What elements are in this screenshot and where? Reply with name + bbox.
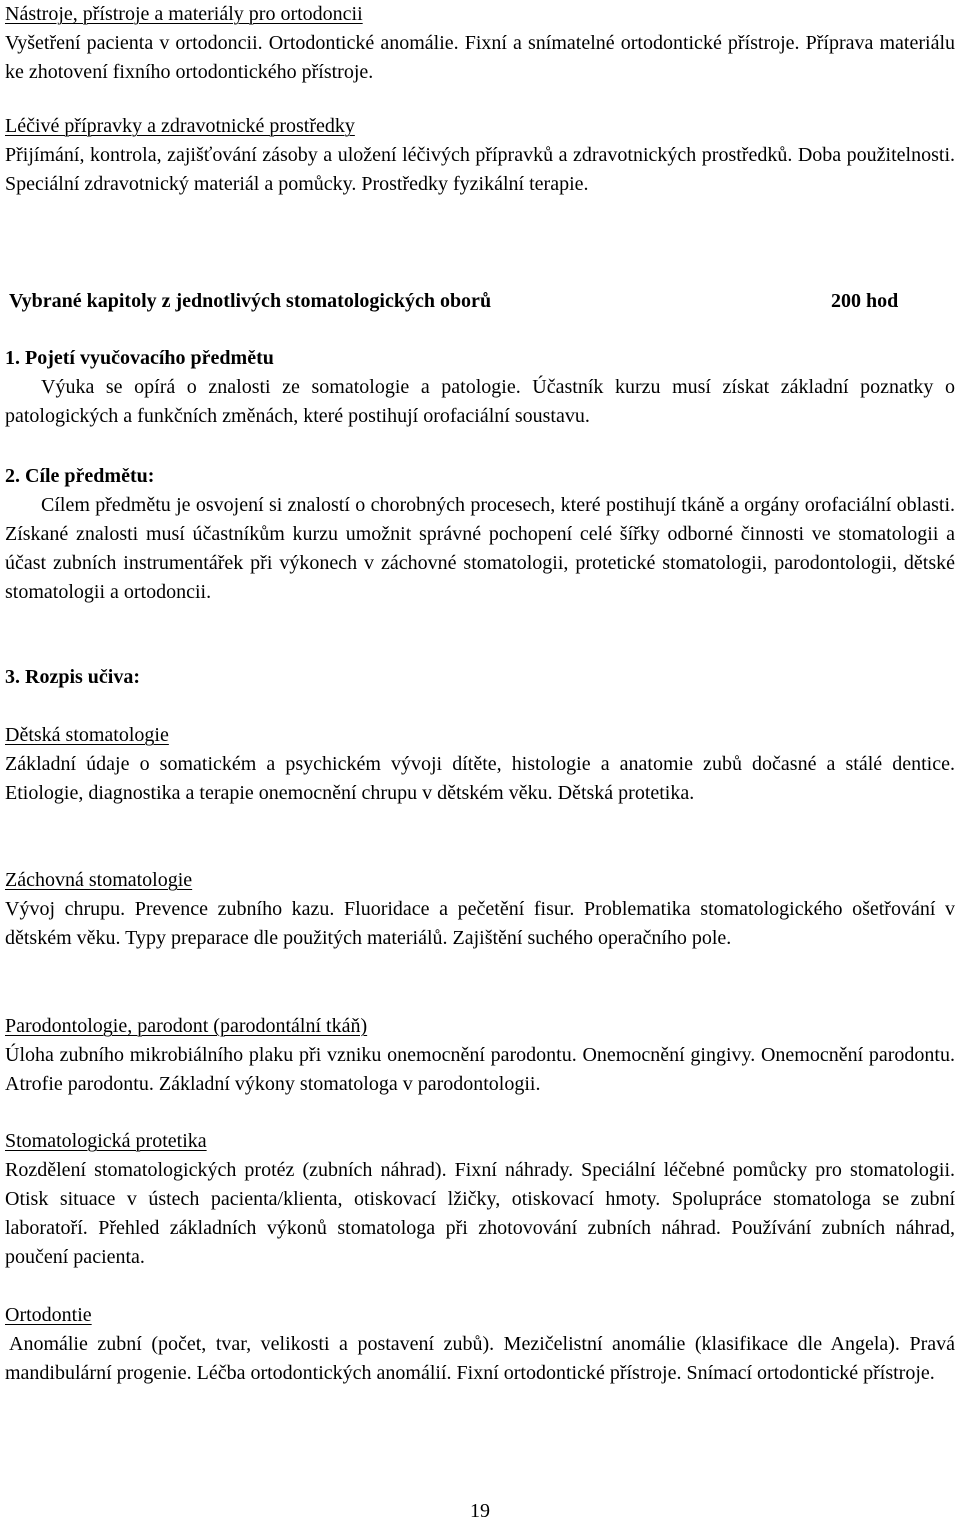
section-heading: Léčivé přípravky a zdravotnické prostředky <box>5 115 355 137</box>
paragraph: Výuka se opírá o znalosti ze somatologie a patologie. Účastník kurzu musí získat základní poznatky o patologických a funkčních změnách, které postihují orofaciální soustavu. <box>5 376 955 427</box>
section-heading: 2. Cíle předmětu: <box>5 465 155 487</box>
section-heading: 3. Rozpis učiva: <box>5 666 140 688</box>
section-concept <box>5 344 955 431</box>
section-heading: 1. Pojetí vyučovacího předmětu <box>5 347 274 369</box>
topic-periodontology <box>5 1012 955 1099</box>
topic-conservative-dentistry <box>5 866 955 953</box>
section-curriculum <box>5 663 955 692</box>
paragraph: Přijímání, kontrola, zajišťování zásoby a uložení léčivých přípravků a zdravotnických prostředků. Doba použitelnosti. Speciální zdravotnický materiál a pomůcky. Prostředky fyzikální terapie. <box>5 144 955 195</box>
topic-prosthetics <box>5 1127 955 1272</box>
paragraph: Anomálie zubní (počet, tvar, velikosti a postavení zubů). Mezičelistní anomálie (klasifikace dle Angela). Pravá mandibulární progenie. Léčba ortodontických anomálií. Fixní ortodontické přístroje. Snímací ortodontické přístroje. <box>5 1333 955 1384</box>
topic-pediatric-dentistry <box>5 721 955 808</box>
block-medicinal-products <box>5 112 955 199</box>
subject-hours: 200 hod <box>831 290 899 312</box>
paragraph: Vyšetření pacienta v ortodoncii. Ortodontické anomálie. Fixní a snímatelné ortodontické přístroje. Příprava materiálu ke zhotovení fixního ortodontického přístroje. <box>5 32 955 83</box>
topic-heading: Parodontologie, parodont (parodontální tkáň) <box>5 1015 368 1037</box>
topic-orthodontics <box>5 1301 955 1388</box>
paragraph: Cílem předmětu je osvojení si znalostí o chorobných procesech, které postihují tkáně a orgány orofaciální oblasti. Získané znalosti musí účastníkům kurzu umožnit správné pochopení celé šířky odborné činnosti ve stomatologii a účast zubních instrumentářek při výkonech v záchovné stomatologii, protetické stomatologii, parodontologii, dětské stomatologii a ortodoncii. <box>5 494 955 603</box>
topic-heading: Dětská stomatologie <box>5 724 169 746</box>
section-goals <box>5 462 955 607</box>
block-orthodontic-instruments <box>5 0 955 87</box>
paragraph: Úloha zubního mikrobiálního plaku při vzniku onemocnění parodontu. Onemocnění gingivy. Onemocnění parodontu. Atrofie parodontu. Základní výkony stomatologa v parodontologii. <box>5 1044 955 1095</box>
topic-heading: Ortodontie <box>5 1304 92 1326</box>
subject-title-row <box>9 287 959 316</box>
subject-title: Vybrané kapitoly z jednotlivých stomatologických oborů <box>9 290 492 312</box>
topic-heading: Stomatologická protetika <box>5 1130 207 1152</box>
topic-heading: Záchovná stomatologie <box>5 869 193 891</box>
page-number: 19 <box>470 1500 490 1522</box>
paragraph: Vývoj chrupu. Prevence zubního kazu. Fluoridace a pečetění fisur. Problematika stomatologického ošetřování v dětském věku. Typy preparace dle použitých materiálů. Zajištění suchého operačního pole. <box>5 898 955 949</box>
section-heading: Nástroje, přístroje a materiály pro ortodoncii <box>5 3 363 25</box>
paragraph: Rozdělení stomatologických protéz (zubních náhrad). Fixní náhrady. Speciální léčebné pomůcky pro stomatologii. Otisk situace v ústech pacienta/klienta, otiskovací lžičky, otiskovací hmoty. Spolupráce stomatologa se zubní laboratoří. Přehled základních výkonů stomatologa při zhotovování zubních náhrad. Používání zubních náhrad, poučení pacienta. <box>5 1159 955 1268</box>
paragraph: Základní údaje o somatickém a psychickém vývoji dítěte, histologie a anatomie zubů dočasné a stálé dentice. Etiologie, diagnostika a terapie onemocnění chrupu v dětském věku. Dětská protetika. <box>5 753 955 804</box>
